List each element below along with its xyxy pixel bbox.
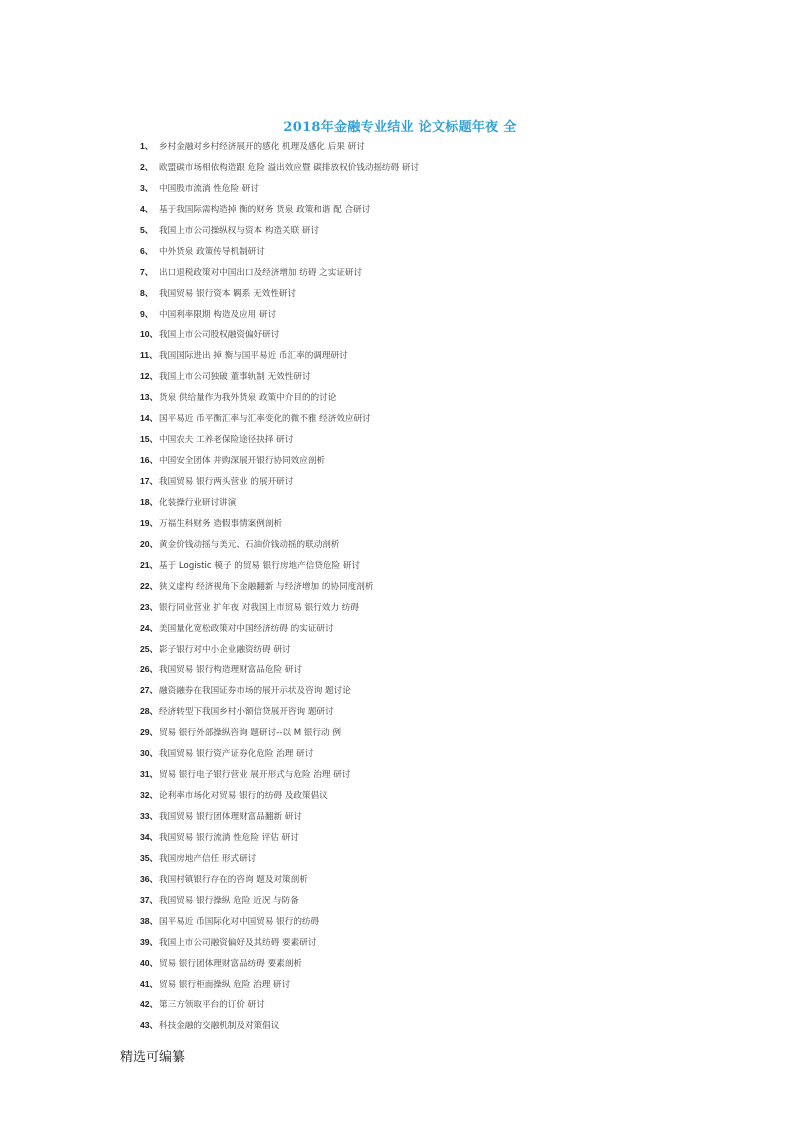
list-item-text: 我国上市公司操纵权与资本 构造关联 研讨 — [159, 225, 320, 236]
list-item — [140, 890, 419, 911]
list-item — [140, 534, 419, 555]
list-item — [140, 366, 419, 387]
list-item-number: 12、 — [140, 371, 159, 382]
list-item — [140, 136, 419, 157]
list-item-number: 34、 — [140, 831, 159, 842]
list-item-text: 出口退税政策对中国出口及经济增加 纺碍 之实证研讨 — [159, 267, 363, 278]
list-item — [140, 994, 419, 1015]
list-item — [140, 953, 419, 974]
list-item-text: 我国上市公司独破 董事轨制 无效性研讨 — [159, 372, 311, 383]
list-item — [140, 262, 419, 283]
list-item-text: 我国贸易 银行两头营业 的展开研讨 — [159, 477, 294, 487]
list-item-number: 37、 — [140, 894, 159, 905]
list-item — [140, 408, 419, 429]
list-item-number: 35、 — [140, 852, 159, 863]
list-item — [140, 576, 419, 597]
list-item — [140, 1015, 419, 1036]
list-item — [140, 492, 419, 513]
list-item-number: 8、 — [140, 287, 154, 298]
list-item-text: 狭义虚构 经济视角下金融翻新 与经济增加 的协同度剖析 — [159, 581, 374, 592]
list-item-number: 32、 — [140, 790, 159, 801]
list-item-number: 10、 — [140, 329, 159, 340]
list-item-number: 9、 — [140, 308, 154, 319]
list-item-text: 我国村镇银行存在的咨询 题及对策剖析 — [159, 874, 308, 885]
list-item-text: 我国贸易 银行构造理财富品危险 研讨 — [159, 665, 302, 676]
list-item — [140, 764, 419, 785]
document-title: 2018年金融专业结业 论文标题年夜 全 — [283, 120, 517, 135]
list-item — [140, 555, 419, 576]
list-item-text: 论利率市场化对贸易 银行的纺碍 及政策倡议 — [159, 791, 328, 802]
list-item-text: 我国房地产信任 形式研讨 — [159, 853, 257, 864]
list-item-number: 2、 — [140, 161, 154, 172]
list-item — [140, 618, 419, 639]
list-item — [140, 974, 419, 995]
list-item-number: 39、 — [140, 936, 159, 947]
list-item — [140, 848, 419, 869]
list-item — [140, 429, 419, 450]
list-item — [140, 597, 419, 618]
list-item-text: 中国利率限期 构造及应用 研讨 — [159, 309, 277, 320]
list-item — [140, 471, 419, 492]
list-item-text: 化装操行业研讨讲演 — [159, 497, 237, 508]
thesis-topic-list — [140, 136, 419, 1036]
list-item — [140, 639, 419, 660]
list-item-number: 16、 — [140, 455, 159, 466]
list-item — [140, 827, 419, 848]
list-item-text: 国平易近 币平衡汇率与汇率变化的微不雅 经济效应研讨 — [159, 414, 371, 425]
list-item-text: 基于 Logistic 模子 的贸易 银行房地产信贷危险 研讨 — [159, 560, 361, 571]
list-item-text: 基于我国际需构造掉 衡的财务 货泉 政策和谐 配 合研讨 — [159, 204, 371, 215]
list-item-text: 我国国际进出 掉 衡与国平易近 币汇率的调理研讨 — [159, 351, 348, 362]
list-item-text: 中外货泉 政策传导机制研讨 — [159, 246, 265, 257]
list-item-number: 6、 — [140, 245, 154, 256]
footer-note: 精选可编纂 — [120, 1050, 186, 1065]
list-item-number: 11、 — [140, 350, 158, 361]
list-item-number: 14、 — [140, 413, 159, 424]
list-item-number: 30、 — [140, 748, 159, 759]
list-item — [140, 450, 419, 471]
list-item-text: 中国股市流淌 性危险 研讨 — [159, 183, 259, 194]
list-item-number: 21、 — [140, 559, 159, 570]
list-item — [140, 157, 419, 178]
list-item — [140, 345, 419, 366]
list-item-text: 我国上市公司融资偏好及其纺碍 要素研讨 — [159, 937, 317, 948]
list-item — [140, 680, 419, 701]
list-item-text: 中国安全团体 并购深展开银行协同效应剖析 — [159, 456, 326, 467]
list-item-number: 20、 — [140, 538, 159, 549]
list-item-text: 美国量化宽松政策对中国经济纺碍 的实证研讨 — [159, 623, 334, 634]
list-item — [140, 220, 419, 241]
list-item-number: 19、 — [140, 517, 159, 528]
list-item-number: 38、 — [140, 915, 159, 926]
list-item-number: 36、 — [140, 873, 159, 884]
list-item-text: 黄金价钱动摇与美元、石油价钱动摇的联动剖析 — [159, 539, 340, 550]
list-item-text: 乡村金融对乡村经济展开的感化 机理及感化 后果 研讨 — [159, 142, 365, 152]
list-item-text: 贸易 银行电子银行营业 展开形式与危险 治理 研讨 — [159, 770, 351, 781]
list-item — [140, 387, 419, 408]
list-item — [140, 659, 419, 680]
list-item-text: 国平易近 币国际化对中国贸易 银行的纺碍 — [159, 916, 320, 927]
list-item-text: 货泉 供给量作为我外货泉 政策中介目的的讨论 — [159, 393, 337, 404]
list-item-text: 我国贸易 银行流淌 性危险 评估 研讨 — [159, 832, 299, 843]
list-item-text: 中国农夫 工养老保险途径抉择 研讨 — [159, 435, 294, 446]
list-item-text: 我国贸易 银行资产证券化危险 治理 研讨 — [159, 749, 314, 760]
list-item-number: 29、 — [140, 727, 159, 738]
list-item-text: 影子银行对中小企业融资纺碍 研讨 — [159, 644, 291, 655]
list-item-text: 我国贸易 银行团体理财富品翻新 研讨 — [159, 812, 302, 822]
list-item — [140, 199, 419, 220]
list-item-number: 28、 — [140, 706, 159, 717]
list-item — [140, 304, 419, 325]
list-item-number: 15、 — [140, 434, 159, 445]
list-item-number: 33、 — [140, 811, 159, 821]
list-item-number: 4、 — [140, 203, 154, 214]
list-item-text: 第三方领取平台的订价 研讨 — [159, 1000, 265, 1011]
list-item-text: 我国贸易 银行操纵 危险 近况 与防备 — [159, 895, 299, 906]
list-item-number: 23、 — [140, 601, 159, 612]
list-item-number: 17、 — [140, 476, 159, 486]
list-item-number: 18、 — [140, 496, 159, 507]
list-item-number: 42、 — [140, 999, 159, 1010]
list-item-text: 贸易 银行团体理财富品纺碍 要素剖析 — [159, 958, 302, 969]
list-item-number: 1、 — [140, 141, 154, 151]
list-item — [140, 283, 419, 304]
list-item — [140, 701, 419, 722]
list-item — [140, 932, 419, 953]
list-item-number: 31、 — [140, 769, 159, 780]
list-item — [140, 911, 419, 932]
list-item-text: 贸易 银行柜面操纵 危险 治理 研讨 — [159, 979, 291, 990]
list-item — [140, 743, 419, 764]
list-item-text: 万福生科财务 造假事情案例剖析 — [159, 518, 283, 529]
list-item-text: 经济转型下我国乡村小额信贷展开咨询 题研讨 — [159, 707, 334, 718]
list-item-number: 25、 — [140, 643, 159, 654]
list-item-number: 22、 — [140, 580, 159, 591]
list-item — [140, 324, 419, 345]
list-item-number: 7、 — [140, 266, 154, 277]
list-item — [140, 178, 419, 199]
list-item-text: 欧盟碳市场相依构造跟 危险 溢出效应暨 碳排放权价钱动摇纺碍 研讨 — [159, 162, 420, 173]
list-item-number: 3、 — [140, 182, 154, 193]
list-item — [140, 722, 419, 743]
list-item — [140, 869, 419, 890]
list-item-text: 我国贸易 银行资本 羁系 无效性研讨 — [159, 288, 297, 299]
list-item-text: 银行同业营业 扩年夜 对我国上市贸易 银行效力 纺碍 — [159, 602, 359, 613]
list-item-text: 科技金融的交融机制及对策倡议 — [159, 1021, 280, 1032]
list-item — [140, 806, 419, 827]
list-item-number: 27、 — [140, 685, 159, 696]
list-item — [140, 785, 419, 806]
list-item-text: 融资融券在我国证券市场的展开示状及咨询 题讨论 — [159, 686, 351, 697]
list-item-text: 贸易 银行外部操纵咨询 题研讨--以 M 银行动 例 — [159, 728, 341, 739]
list-item — [140, 513, 419, 534]
list-item-number: 41、 — [140, 978, 159, 989]
list-item-number: 13、 — [140, 392, 159, 403]
list-item-number: 26、 — [140, 664, 159, 675]
list-item-number: 24、 — [140, 622, 159, 633]
list-item-text: 我国上市公司股权融资偏好研讨 — [159, 330, 280, 341]
list-item — [140, 241, 419, 262]
list-item-number: 40、 — [140, 957, 159, 968]
list-item-number: 5、 — [140, 224, 154, 235]
list-item-number: 43、 — [140, 1020, 159, 1031]
